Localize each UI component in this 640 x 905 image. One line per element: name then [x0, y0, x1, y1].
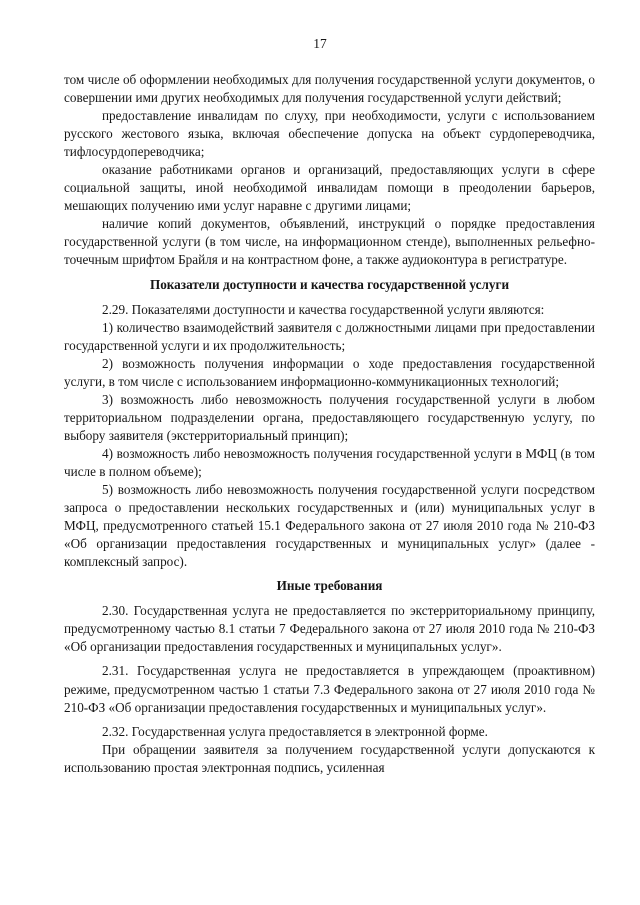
paragraph: 2.31. Государственная услуга не предоставляется в упреждающем (проактивном) режиме, предусмотренном частью 1 статьи 7.3 Федерального закона от 27 июля 2010 года № 210-ФЗ «Об организации предоставления государственных и муниципальных услуг». [64, 663, 595, 715]
paragraph: 5) возможность либо невозможность получения государственной услуги посредством запроса о предоставлении нескольких государственных и (или) муниципальных услуг в МФЦ, предусмотренного статьей 15.1 Федерального закона от 27 июля 2010 года № 210-ФЗ «Об организации предоставления государственных и муниципальных услуг» (далее - комплексный запрос). [64, 482, 595, 570]
paragraph: предоставление инвалидам по слуху, при необходимости, услуги с использованием русского жестового языка, включая обеспечение допуска на объект сурдопереводчика, тифлосурдопереводчика; [64, 108, 595, 160]
paragraph: 2.29. Показателями доступности и качества государственной услуги являются: [102, 301, 545, 317]
paragraph: оказание работниками органов и организаций, предоставляющих услуги в сфере социальной защиты, иной необходимой инвалидам помощи в преодолении барьеров, мешающих получению ими услуг наравне с другими лицами; [64, 162, 595, 214]
document-body [64, 71, 595, 777]
paragraph: 1) количество взаимодействий заявителя с должностными лицами при предоставлении государственной услуги и их продолжительность; [64, 319, 595, 353]
paragraph: При обращении заявителя за получением государственной услуги допускаются к использованию простая электронная подпись, усиленная [64, 741, 595, 775]
page-number: 17 [313, 36, 327, 51]
section-heading: Иные требования [276, 578, 383, 594]
paragraph: наличие копий документов, объявлений, инструкций о порядке предоставления государственной услуги (в том числе, на информационном стенде), выполненных рельефно-точечным шрифтом Брайля и на контрастном фоне, а также аудиоконтура в регистратуре. [64, 216, 595, 268]
paragraph: 2.30. Государственная услуга не предоставляется по экстерриториальному принципу, предусмотренному частью 8.1 статьи 7 Федерального закона от 27 июля 2010 года № 210-ФЗ «Об организации предоставления государственных и муниципальных услуг». [64, 603, 595, 655]
paragraph: 3) возможность либо невозможность получения государственной услуги в любом территориальном подразделении органа, предоставляющего государственную услугу, по выбору заявителя (экстерриториальный принцип); [64, 391, 595, 443]
paragraph: том числе об оформлении необходимых для получения государственной услуги документов, о совершении ими других необходимых для получения государственной услуги действий; [64, 72, 595, 106]
paragraph: 4) возможность либо невозможность получения государственной услуги в МФЦ (в том числе в полном объеме); [64, 445, 595, 479]
paragraph: 2.32. Государственная услуга предоставляется в электронной форме. [102, 723, 488, 739]
section-heading: Показатели доступности и качества государственной услуги [149, 276, 510, 292]
paragraph: 2) возможность получения информации о ходе предоставления государственной услуги, в том числе с использованием информационно-коммуникационных технологий; [64, 355, 595, 389]
